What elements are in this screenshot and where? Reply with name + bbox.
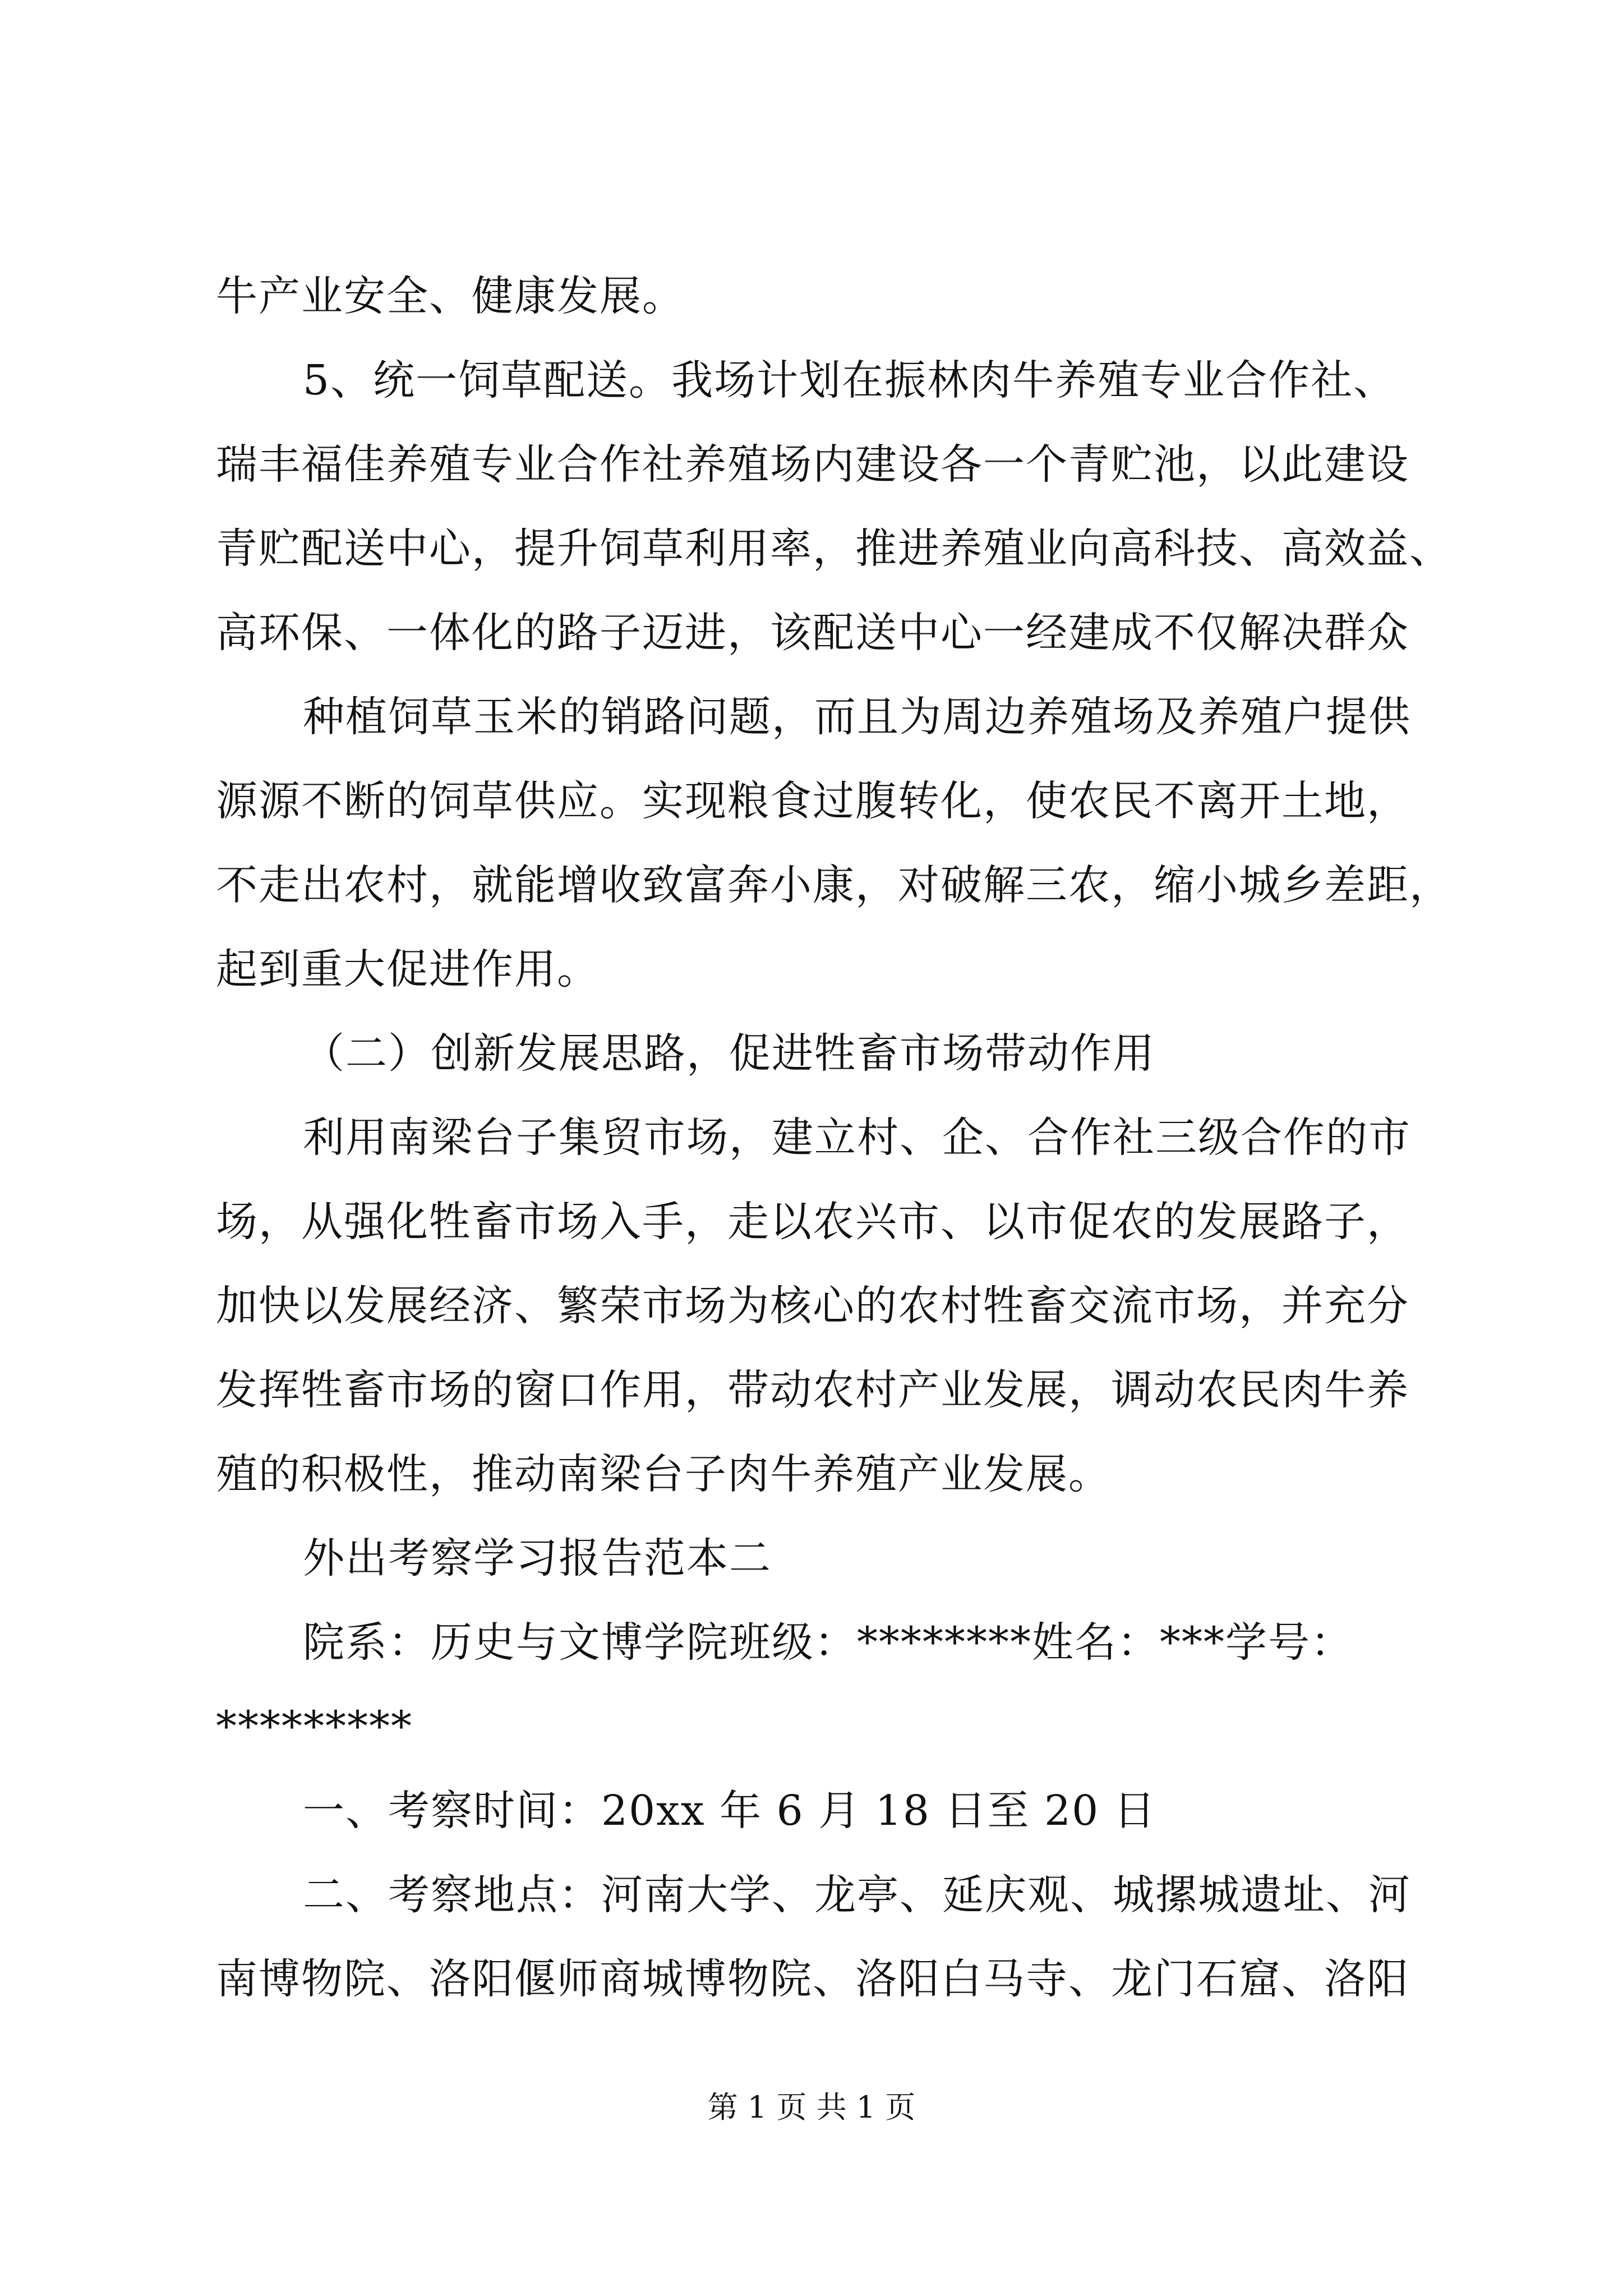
text-line-3: 瑞丰福佳养殖专业合作社养殖场内建设各一个青贮池，以此建设 <box>216 440 1409 489</box>
text-line-1: 牛产业安全、健康发展。 <box>216 272 685 320</box>
text-line-5: 高环保、一体化的路子迈进，该配送中心一经建成不仅解决群众 <box>216 609 1409 657</box>
text-line-11: 利用南梁台子集贸市场，建立村、企、合作社三级合作的市 <box>303 1114 1411 1162</box>
text-line-9: 起到重大促进作用。 <box>216 945 600 993</box>
report-title: 外出考察学习报告范本二 <box>303 1534 772 1582</box>
inspection-time: 一、考察时间：20xx 年 6 月 18 日至 20 日 <box>303 1787 1156 1835</box>
student-info-line: 院系：历史与文博学院班级：********姓名：***学号： <box>303 1618 1353 1667</box>
text-line-6: 种植饲草玉米的销路问题，而且为周边养殖场及养殖户提供 <box>303 693 1411 741</box>
inspection-location-cont: 南博物院、洛阳偃师商城博物院、洛阳白马寺、龙门石窟、洛阳 <box>216 1955 1409 2003</box>
student-id-line: ********* <box>216 1703 413 1751</box>
text-line-8: 不走出农村，就能增收致富奔小康，对破解三农，缩小城乡差距， <box>216 861 1452 909</box>
text-line-15: 殖的积极性，推动南梁台子肉牛养殖产业发展。 <box>216 1450 1111 1498</box>
text-line-13: 加快以发展经济、繁荣市场为核心的农村牲畜交流市场，并充分 <box>216 1282 1409 1330</box>
text-line-4: 青贮配送中心，提升饲草利用率，推进养殖业向高科技、高效益、 <box>216 524 1452 573</box>
text-line-7: 源源不断的饲草供应。实现粮食过腹转化，使农民不离开土地， <box>216 777 1409 825</box>
text-line-2: 5、统一饲草配送。我场计划在振林肉牛养殖专业合作社、 <box>303 356 1396 404</box>
page-footer: 第 1 页 共 1 页 <box>707 2090 916 2125</box>
section-heading: （二）创新发展思路，促进牲畜市场带动作用 <box>303 1029 1155 1078</box>
text-line-14: 发挥牲畜市场的窗口作用，带动农村产业发展，调动农民肉牛养 <box>216 1366 1409 1414</box>
text-line-12: 场，从强化牲畜市场入手，走以农兴市、以市促农的发展路子， <box>216 1198 1409 1246</box>
inspection-location: 二、考察地点：河南大学、龙亭、延庆观、城摞城遗址、河 <box>303 1871 1411 1919</box>
